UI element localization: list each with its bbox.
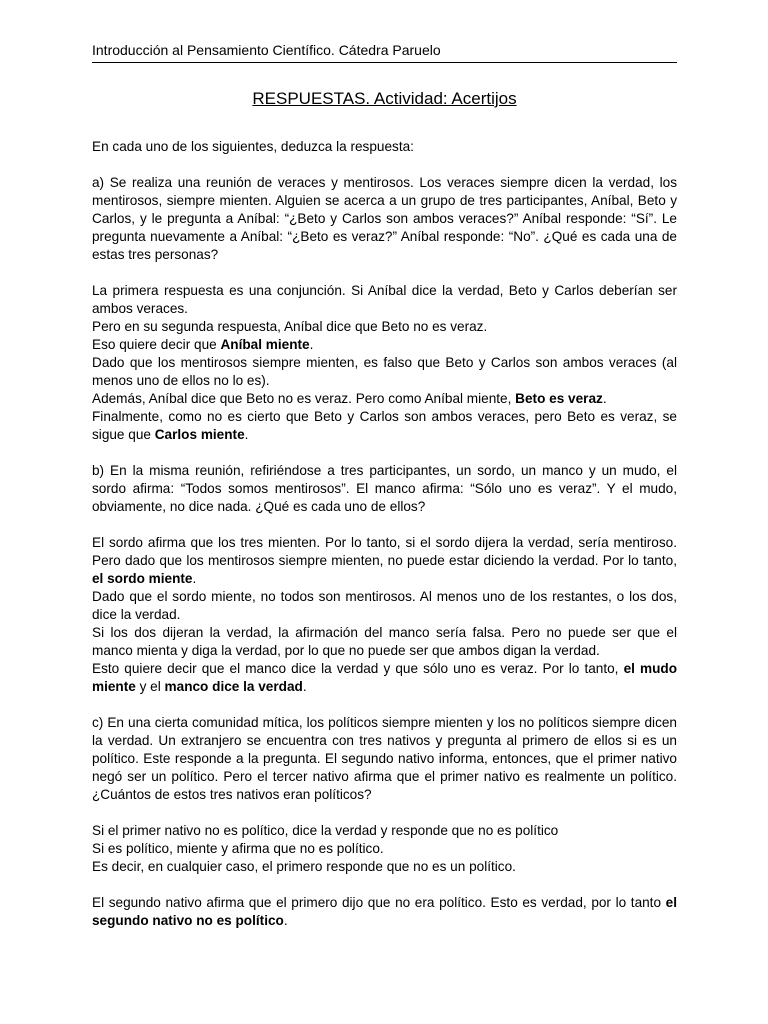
answer-c-line-2: Si es político, miente y afirma que no es político. — [92, 841, 384, 856]
text-run: . — [192, 571, 197, 586]
document-title: RESPUESTAS. Actividad: Acertijos — [252, 89, 517, 108]
answer-c-line-1: Si el primer nativo no es político, dice la verdad y responde que no es político — [92, 823, 559, 838]
text-run: Finalmente, como no es cierto que Beto y Carlos son ambos veraces, pero Beto es veraz, se sigue que — [92, 409, 677, 442]
answer-a-line-6 — [92, 408, 677, 444]
conclusion-beto: Beto es veraz — [515, 391, 603, 406]
problem-a-question: a) Se realiza una reunión de veraces y mentirosos. Los veraces siempre dicen la verdad, los mentirosos, siempre mienten. Alguien se acerca a un grupo de tres participantes, Aníbal, Beto y Carlos, y le pregunta a Aníbal: “¿Beto y Carlos son ambos veraces?” Aníbal responde: “Sí”. Le pregunta nuevamente a Aníbal: “¿Beto es veraz?” Aníbal responde: “No”. ¿Qué es cada una de estas tres personas? — [92, 175, 677, 262]
answer-b-line-3: Si los dos dijeran la verdad, la afirmación del manco sería falsa. Pero no puede ser que el manco mienta y diga la verdad, por lo que no puede ser que ambos digan la verdad. — [92, 625, 677, 658]
text-run: . — [283, 913, 288, 928]
text-run: . — [602, 391, 607, 406]
document-body — [92, 138, 677, 930]
intro-paragraph: En cada uno de los siguientes, deduzca la respuesta: — [92, 139, 414, 154]
text-run: y el — [135, 679, 165, 694]
answer-b-line-2: Dado que el sordo miente, no todos son mentirosos. Al menos uno de los restantes, o los dos, dice la verdad. — [92, 589, 677, 622]
text-run: Eso quiere decir que — [92, 337, 221, 352]
text-run: Además, Aníbal dice que Beto no es veraz. Pero como Aníbal miente, — [92, 391, 516, 406]
text-run: El sordo afirma que los tres mienten. Por lo tanto, si el sordo dijera la verdad, sería mentiroso. Pero dado que los mentirosos siempre mienten, no puede estar diciendo la verdad. Por lo tanto, — [92, 535, 677, 568]
problem-c-answer-2 — [92, 894, 677, 930]
text-run: Esto quiere decir que el manco dice la verdad y que sólo uno es veraz. Por lo tanto, — [92, 661, 624, 676]
answer-a-line-3 — [92, 336, 677, 354]
problem-b-answer — [92, 534, 677, 696]
document-page — [92, 40, 677, 948]
running-header: Introducción al Pensamiento Científico. Cátedra Paruelo — [92, 40, 677, 63]
conclusion-sordo: el sordo miente — [92, 571, 193, 586]
answer-b-line-1 — [92, 534, 677, 588]
answer-c-line-3: Es decir, en cualquier caso, el primero responde que no es un político. — [92, 859, 516, 874]
conclusion-anibal: Aníbal miente — [220, 337, 310, 352]
answer-b-line-4 — [92, 660, 677, 696]
answer-a-line-5 — [92, 390, 677, 408]
answer-a-line-4: Dado que los mentirosos siempre mienten, es falso que Beto y Carlos son ambos veraces (al menos uno de ellos no lo es). — [92, 355, 677, 388]
answer-a-line-2: Pero en su segunda respuesta, Aníbal dice que Beto no es veraz. — [92, 319, 488, 334]
text-run: . — [309, 337, 314, 352]
conclusion-manco: manco dice la verdad — [164, 679, 303, 694]
problem-b-question: b) En la misma reunión, refiriéndose a tres participantes, un sordo, un manco y un mudo, el sordo afirma: “Todos somos mentirosos”. El manco afirma: “Sólo uno es veraz”. Y el mudo, obviamente, no dice nada. ¿Qué es cada uno de ellos? — [92, 463, 677, 514]
conclusion-mudo: el mudo miente — [92, 661, 677, 694]
text-run: . — [244, 427, 249, 442]
answer-a-line-1: La primera respuesta es una conjunción. Si Aníbal dice la verdad, Beto y Carlos deberían ser ambos veraces. — [92, 283, 677, 316]
problem-a-answer — [92, 282, 677, 444]
problem-c-question: c) En una cierta comunidad mítica, los políticos siempre mienten y los no políticos siempre dicen la verdad. Un extranjero se encuentra con tres nativos y pregunta al primero de ellos si es un político. Este responde a la pregunta. El segundo nativo informa, entonces, que el primer nativo negó ser un político. Pero el tercer nativo afirma que el primer nativo es realmente un político. ¿Cuántos de estos tres nativos eran políticos? — [92, 715, 677, 802]
text-run: . — [302, 679, 307, 694]
text-run: El segundo nativo afirma que el primero dijo que no era político. Esto es verdad, por lo tanto — [92, 895, 666, 910]
conclusion-segundo-nativo: el segundo nativo no es político — [92, 895, 677, 928]
problem-c-answer-1 — [92, 822, 677, 876]
conclusion-carlos: Carlos miente — [154, 427, 245, 442]
